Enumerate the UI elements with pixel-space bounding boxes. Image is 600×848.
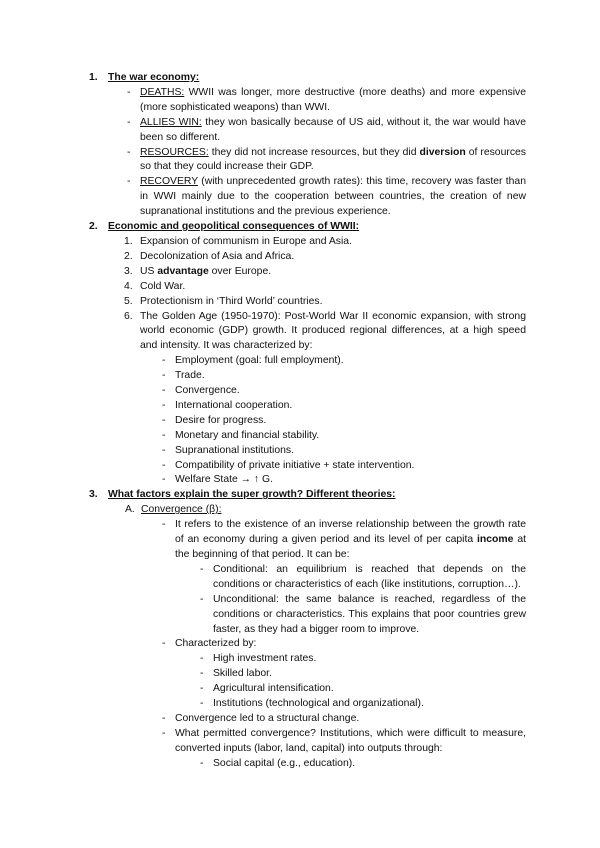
- item-bold: advantage: [157, 265, 209, 277]
- list-item: [162, 369, 526, 384]
- item-text: The Golden Age (1950-1970): Post-World War II economic expansion, with strong world economic (GDP) growth. It produced regional differences, at a high speed and intensity. It was characterized by:: [140, 310, 526, 352]
- list-item: [127, 175, 526, 220]
- item-text: Trade.: [175, 370, 205, 382]
- list-item: [200, 757, 526, 772]
- item-number: 4.: [124, 280, 133, 292]
- list-item: [200, 697, 526, 712]
- item-number: 2.: [124, 250, 133, 262]
- dash-bullet: -: [162, 474, 166, 486]
- dash-bullet: -: [162, 355, 166, 367]
- dash-bullet: -: [127, 86, 131, 98]
- item-text: WWII was longer, more destructive (more deaths) and more expensive (more sophisticated weapons) than WWI.: [140, 86, 526, 113]
- dash-bullet: -: [127, 146, 131, 158]
- item-text: Welfare State → ↑ G.: [175, 474, 273, 486]
- item-text: What permitted convergence? Institutions, which were difficult to measure, converted inputs (labor, land, capital) into outputs through:: [175, 727, 526, 754]
- dash-bullet: -: [200, 668, 204, 680]
- section-number: 1.: [89, 72, 98, 83]
- dash-bullet: -: [127, 176, 131, 188]
- item-text: It refers to the existence of an inverse relationship between the growth rate of an economy during a given period and its level of per capita: [175, 519, 526, 546]
- item-text: International cooperation.: [175, 399, 293, 411]
- item-text: Expansion of communism in Europe and Asia.: [140, 235, 352, 247]
- item-text: Supranational institutions.: [175, 444, 294, 456]
- item-text: Convergence led to a structural change.: [175, 712, 360, 724]
- item-text: Desire for progress.: [175, 414, 267, 426]
- item-number: 1.: [124, 235, 133, 247]
- item-text: Compatibility of private initiative + state intervention.: [175, 459, 415, 471]
- list-item: [162, 518, 526, 563]
- numbered-item: [124, 295, 526, 310]
- item-text-tail: at the beginning of that period. It can be:: [175, 534, 526, 560]
- item-text-tail: of resources so that they could increase their GDP.: [140, 146, 526, 173]
- subsection-marker: A.: [125, 504, 135, 516]
- item-number: 3.: [124, 265, 133, 277]
- item-text: Decolonization of Asia and Africa.: [140, 250, 295, 262]
- item-text: Protectionism in ‘Third World’ countries.: [140, 295, 323, 307]
- dash-bullet: -: [162, 414, 166, 426]
- numbered-item: [124, 280, 526, 295]
- item-text: High investment rates.: [213, 653, 317, 665]
- item-text: Employment (goal: full employment).: [175, 355, 344, 367]
- dash-bullet: -: [200, 698, 204, 710]
- dash-bullet: -: [200, 683, 204, 695]
- item-bold: diversion: [419, 146, 466, 158]
- list-item: [127, 116, 526, 146]
- dash-bullet: -: [162, 519, 166, 531]
- section-title: What factors explain the super growth? Different theories:: [108, 489, 396, 501]
- dash-bullet: -: [162, 444, 166, 456]
- item-text: (with unprecedented growth rates): this time, recovery was faster than in WWI mainly due to the cooperation between countries, the creation of new supranational institutions and the previous experience.: [140, 176, 526, 218]
- item-text: Social capital (e.g., education).: [213, 757, 356, 769]
- dash-bullet: -: [200, 653, 204, 665]
- section-3: [89, 488, 526, 503]
- item-text: Monetary and financial stability.: [175, 429, 320, 441]
- item-text: US: [140, 265, 158, 277]
- dash-bullet: -: [162, 370, 166, 382]
- subsection-a: [125, 503, 526, 518]
- list-item: [162, 444, 526, 459]
- dash-bullet: -: [162, 712, 166, 724]
- item-text: Conditional: an equilibrium is reached that depends on the conditions or characteristics of each (like institutions, corruption…).: [213, 563, 526, 590]
- item-number: 6.: [124, 310, 133, 322]
- list-item: [162, 429, 526, 444]
- item-text: Skilled labor.: [213, 668, 272, 680]
- dash-bullet: -: [200, 563, 204, 575]
- list-item: [162, 399, 526, 414]
- section-1: [89, 71, 526, 86]
- item-text: they won basically because of US aid, without it, the war would have been so different.: [140, 116, 526, 143]
- numbered-item: [124, 250, 526, 265]
- section-title: Economic and geopolitical consequences of WWII:: [108, 221, 360, 233]
- item-label: RESOURCES:: [140, 146, 209, 158]
- list-item: [162, 473, 526, 488]
- dash-bullet: -: [162, 399, 166, 411]
- item-text: they did not increase resources, but they did: [208, 146, 420, 158]
- item-text: Unconditional: the same balance is reached, regardless of the conditions or characteristics. This explains that poor countries grew faster, as they had a bigger room to improve.: [213, 593, 526, 635]
- list-item: [162, 354, 526, 369]
- list-item: [162, 384, 526, 399]
- list-item: [200, 593, 526, 638]
- dash-bullet: -: [200, 593, 204, 605]
- numbered-item: [124, 235, 526, 250]
- item-label: RECOVERY: [140, 176, 198, 188]
- list-item: [127, 86, 526, 116]
- dash-bullet: -: [127, 116, 131, 128]
- item-text: Agricultural intensification.: [213, 683, 334, 695]
- item-bold: income: [477, 534, 514, 546]
- numbered-item: [124, 310, 526, 355]
- dash-bullet: -: [200, 757, 204, 769]
- list-item: [200, 682, 526, 697]
- item-text: Institutions (technological and organizational).: [213, 698, 424, 710]
- section-number: 3.: [89, 489, 98, 501]
- list-item: [200, 652, 526, 667]
- dash-bullet: -: [162, 638, 166, 650]
- item-label: ALLIES WIN:: [140, 116, 202, 128]
- section-title: The war economy:: [108, 72, 200, 83]
- list-item: [162, 712, 526, 727]
- section-2: [89, 220, 526, 235]
- item-number: 5.: [124, 295, 133, 307]
- dash-bullet: -: [162, 385, 166, 397]
- document-body: [89, 71, 526, 772]
- item-label: DEATHS:: [140, 86, 185, 98]
- dash-bullet: -: [162, 429, 166, 441]
- dash-bullet: -: [162, 459, 166, 471]
- section-number: 2.: [89, 221, 98, 233]
- list-item: [162, 637, 526, 652]
- item-text: Cold War.: [140, 280, 186, 292]
- item-text: Convergence.: [175, 385, 240, 397]
- item-text-tail: over Europe.: [208, 265, 272, 277]
- list-item: [200, 563, 526, 593]
- dash-bullet: -: [162, 727, 166, 739]
- numbered-item: [124, 265, 526, 280]
- list-item: [200, 667, 526, 682]
- subsection-title: Convergence (β):: [141, 504, 222, 516]
- list-item: [127, 146, 526, 176]
- list-item: [162, 414, 526, 429]
- list-item: [162, 727, 526, 757]
- list-item: [162, 459, 526, 474]
- item-text: Characterized by:: [175, 638, 257, 650]
